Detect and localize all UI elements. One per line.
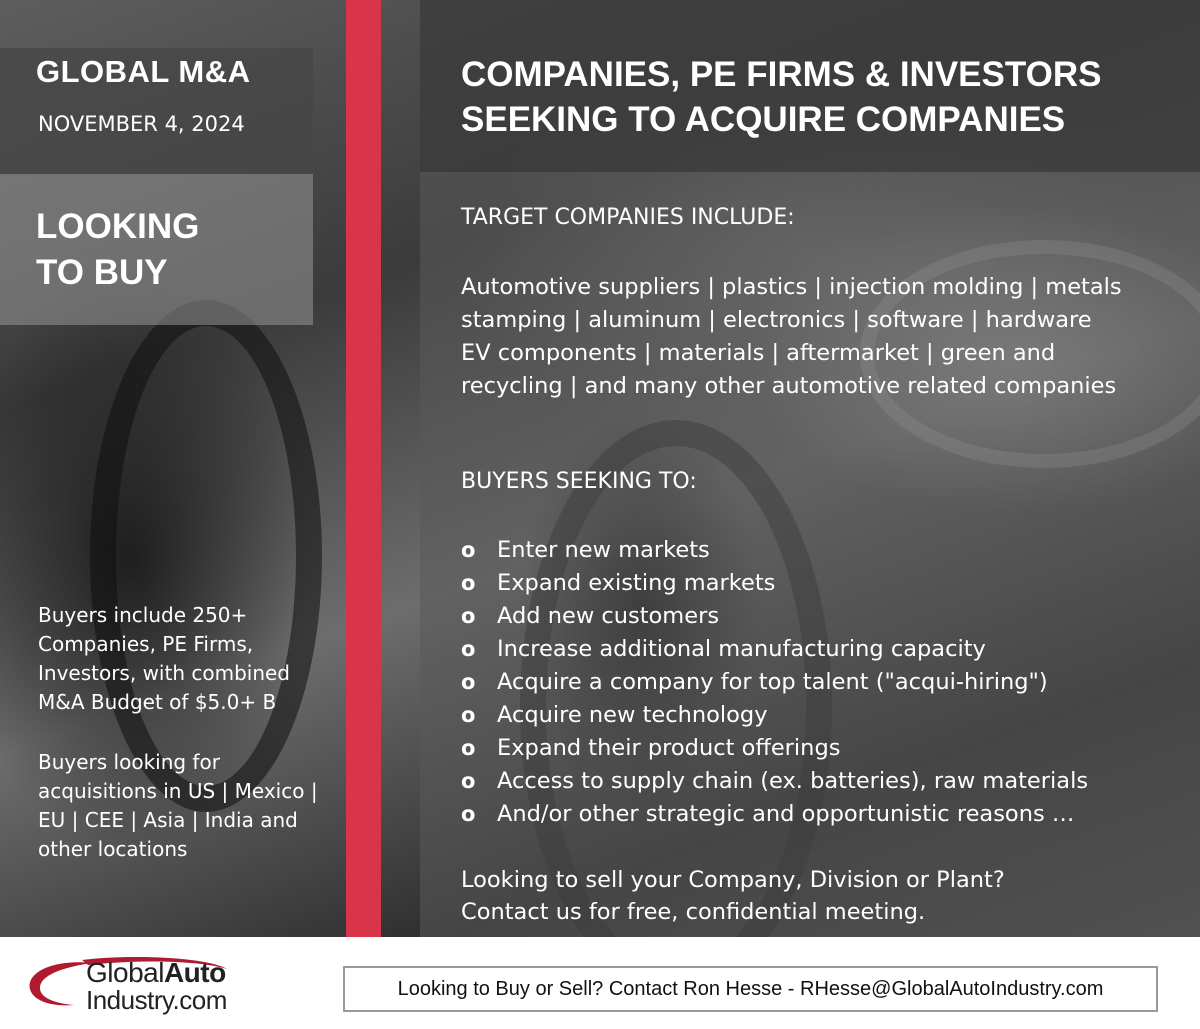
bullet-text: Acquire a company for top talent ("acqui-hiring") <box>497 669 1048 695</box>
global-auto-industry-logo[interactable] <box>22 951 242 1021</box>
bullet-text: Add new customers <box>497 603 720 629</box>
main-title <box>461 52 1181 142</box>
bullet-text: Access to supply chain (ex. batteries), raw materials <box>497 768 1089 794</box>
buyers-goals-list <box>461 534 1181 831</box>
footer <box>0 937 1200 1029</box>
cta-line-1: Looking to sell your Company, Division or Plant? <box>461 867 1005 893</box>
bullet-text: Acquire new technology <box>497 702 768 728</box>
list-item <box>461 732 1181 765</box>
main-title-line-1: COMPANIES, PE FIRMS & INVESTORS <box>461 55 1102 94</box>
looking-to-buy-heading <box>36 204 296 296</box>
bullet-marker: o <box>461 637 476 661</box>
buyer-locations-text: Buyers looking for acquisitions in US | Mexico | EU | CEE | Asia | India and other locations <box>38 750 318 861</box>
buyers-seeking-heading: BUYERS SEEKING TO: <box>461 469 697 494</box>
bullet-marker: o <box>461 802 476 826</box>
logo-global: Global <box>86 957 164 988</box>
bullet-marker: o <box>461 604 476 628</box>
list-item <box>461 666 1181 699</box>
bullet-marker: o <box>461 670 476 694</box>
global-ma-title: GLOBAL M&A <box>36 54 251 89</box>
list-item <box>461 699 1181 732</box>
target-companies-list <box>461 271 1181 403</box>
cta-line-2: Contact us for free, confidential meeting. <box>461 899 926 925</box>
target-line: EV components | materials | aftermarket | green and <box>461 340 1056 366</box>
bullet-text: And/or other strategic and opportunistic reasons … <box>497 801 1075 827</box>
bullet-marker: o <box>461 769 476 793</box>
bullet-marker: o <box>461 736 476 760</box>
bullet-marker: o <box>461 571 476 595</box>
target-line: Automotive suppliers | plastics | injection molding | metals <box>461 274 1122 300</box>
list-item <box>461 600 1181 633</box>
target-line: recycling | and many other automotive related companies <box>461 373 1117 399</box>
bullet-text: Expand existing markets <box>497 570 776 596</box>
sell-call-to-action <box>461 864 1181 928</box>
target-line: stamping | aluminum | electronics | software | hardware <box>461 307 1092 333</box>
list-item <box>461 633 1181 666</box>
contact-box[interactable]: Looking to Buy or Sell? Contact Ron Hesse - RHesse@GlobalAutoIndustry.com <box>343 966 1158 1012</box>
list-item <box>461 534 1181 567</box>
date-label: NOVEMBER 4, 2024 <box>38 112 245 136</box>
bullet-text: Enter new markets <box>497 537 710 563</box>
bullet-marker: o <box>461 538 476 562</box>
looking-line-1: LOOKING <box>36 207 200 246</box>
list-item <box>461 798 1181 831</box>
buyers-info-text: Buyers include 250+ Companies, PE Firms, Investors, with combined M&A Budget of $5.0+ B <box>38 603 291 714</box>
main-title-line-2: SEEKING TO ACQUIRE COMPANIES <box>461 100 1066 139</box>
bullet-marker: o <box>461 703 476 727</box>
looking-line-2: TO BUY <box>36 253 168 292</box>
accent-bar <box>346 0 381 937</box>
bullet-text: Expand their product offerings <box>497 735 841 761</box>
car-wheel-shape-left <box>90 300 322 812</box>
logo-auto: Auto <box>163 957 226 988</box>
bullet-text: Increase additional manufacturing capacity <box>497 636 986 662</box>
list-item <box>461 567 1181 600</box>
logo-text-line-2: Industry.com <box>86 985 227 1015</box>
target-companies-heading: TARGET COMPANIES INCLUDE: <box>461 205 795 230</box>
list-item <box>461 765 1181 798</box>
